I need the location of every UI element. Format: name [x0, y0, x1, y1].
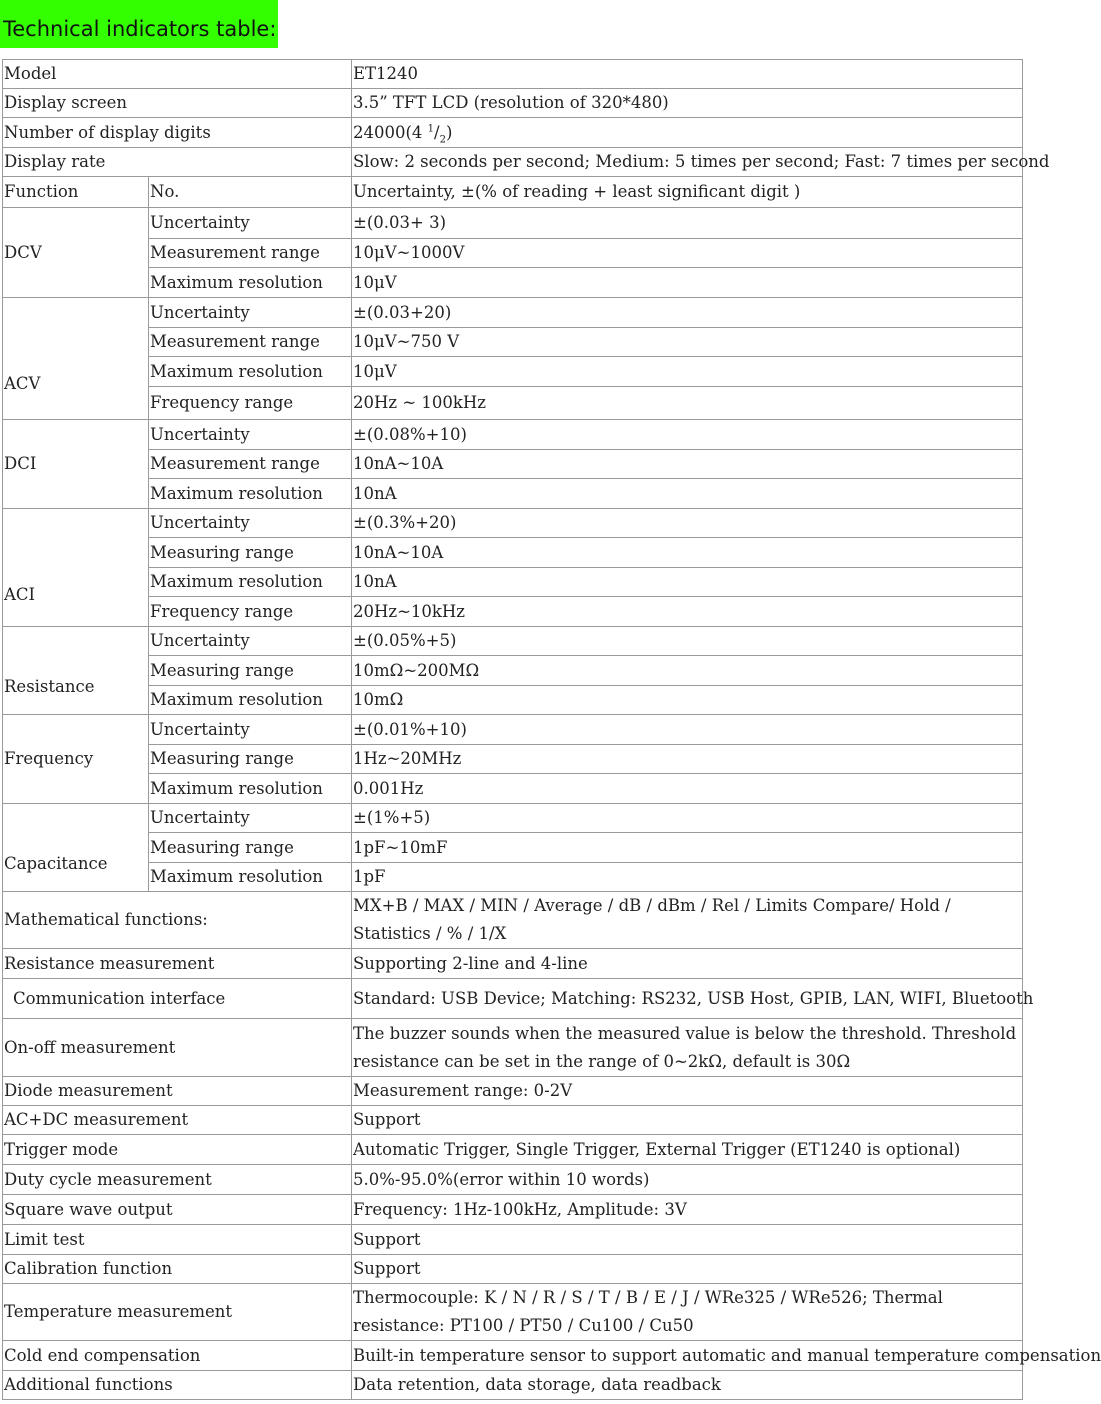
param-label: Maximum resolution	[149, 774, 352, 804]
row-label: Limit test	[3, 1225, 352, 1255]
table-row	[3, 627, 1023, 656]
param-label: Uncertainty	[149, 804, 352, 833]
param-value: 10nA~10A	[352, 538, 1023, 568]
table-row	[3, 949, 1023, 979]
row-label: Model	[3, 60, 352, 89]
row-label: Communication interface	[3, 979, 352, 1019]
table-row	[3, 892, 1023, 949]
param-label: Maximum resolution	[149, 863, 352, 892]
table-row	[3, 568, 1023, 597]
param-value: 1pF	[352, 863, 1023, 892]
param-label: Uncertainty	[149, 208, 352, 239]
table-row	[3, 387, 1023, 420]
row-value: MX+B / MAX / MIN / Average / dB / dBm / Rel / Limits Compare/ Hold / Statistics / % / 1/X	[352, 892, 1023, 949]
param-label: Frequency range	[149, 597, 352, 627]
row-value: 3.5” TFT LCD (resolution of 320*480)	[352, 89, 1023, 118]
digits-fraction-slash: /	[434, 122, 440, 142]
table-row	[3, 1284, 1023, 1341]
row-label: Diode measurement	[3, 1077, 352, 1106]
number-header: No.	[149, 177, 352, 208]
function-header: Function	[3, 177, 149, 208]
spec-table	[2, 59, 1101, 1400]
param-label: Uncertainty	[149, 298, 352, 328]
param-label: Measurement range	[149, 450, 352, 479]
row-label: Additional functions	[3, 1371, 352, 1400]
table-row	[3, 745, 1023, 774]
row-value: Slow: 2 seconds per second; Medium: 5 times per second; Fast: 7 times per second	[352, 148, 1023, 177]
param-label: Maximum resolution	[149, 568, 352, 597]
table-row	[3, 357, 1023, 387]
param-value: ±(0.3%+20)	[352, 509, 1023, 538]
table-row	[3, 1371, 1023, 1400]
row-label: Cold end compensation	[3, 1341, 352, 1371]
table-row	[3, 148, 1023, 177]
table-row	[3, 538, 1023, 568]
table-row	[3, 450, 1023, 479]
param-label: Uncertainty	[149, 420, 352, 450]
row-value: Measurement range: 0-2V	[352, 1077, 1023, 1106]
param-label: Measuring range	[149, 833, 352, 863]
row-label: Trigger mode	[3, 1135, 352, 1165]
table-row	[3, 328, 1023, 357]
row-label: Display rate	[3, 148, 352, 177]
group-name: Resistance	[3, 627, 149, 715]
digits-main: 24000(4	[353, 122, 428, 142]
param-label: Measuring range	[149, 538, 352, 568]
param-value: 10nA~10A	[352, 450, 1023, 479]
table-row	[3, 979, 1023, 1019]
param-value: 1Hz~20MHz	[352, 745, 1023, 774]
table-row	[3, 298, 1023, 328]
row-value: Support	[352, 1106, 1023, 1135]
table-row	[3, 686, 1023, 715]
param-value: 0.001Hz	[352, 774, 1023, 804]
table-row	[3, 774, 1023, 804]
param-value: 20Hz ~ 100kHz	[352, 387, 1023, 420]
digits-fraction-denominator: 2	[439, 133, 446, 145]
param-label: Measuring range	[149, 656, 352, 686]
table-row	[3, 1255, 1023, 1284]
param-value: ±(0.01%+10)	[352, 715, 1023, 745]
row-value: The buzzer sounds when the measured value is below the threshold. Threshold resistance can be set in the range of 0~2kΩ, default is 30Ω	[352, 1019, 1023, 1077]
row-value	[352, 118, 1023, 148]
table-row	[3, 1019, 1023, 1077]
param-label: Maximum resolution	[149, 357, 352, 387]
row-value: Built-in temperature sensor to support automatic and manual temperature compensation	[352, 1341, 1023, 1371]
group-name: ACI	[3, 509, 149, 627]
param-label: Maximum resolution	[149, 479, 352, 509]
param-value: ±(0.03+ 3)	[352, 208, 1023, 239]
row-label: AC+DC measurement	[3, 1106, 352, 1135]
table-row	[3, 863, 1023, 892]
row-label: Mathematical functions:	[3, 892, 352, 949]
table-row	[3, 268, 1023, 298]
group-name: ACV	[3, 298, 149, 420]
param-value: 10μV	[352, 268, 1023, 298]
param-label: Uncertainty	[149, 715, 352, 745]
param-value: 10μV	[352, 357, 1023, 387]
param-label: Uncertainty	[149, 509, 352, 538]
param-label: Maximum resolution	[149, 686, 352, 715]
row-value: Support	[352, 1255, 1023, 1284]
digits-fraction-numerator: 1	[427, 123, 435, 134]
table-row	[3, 597, 1023, 627]
table-row	[3, 1341, 1023, 1371]
group-name: DCI	[3, 420, 149, 509]
param-label: Uncertainty	[149, 627, 352, 656]
param-value: 20Hz~10kHz	[352, 597, 1023, 627]
table-row	[3, 208, 1023, 239]
param-value: 1pF~10mF	[352, 833, 1023, 863]
row-value: ET1240	[352, 60, 1023, 89]
digits-close: )	[445, 122, 453, 142]
param-value: ±(0.08%+10)	[352, 420, 1023, 450]
param-label: Measurement range	[149, 239, 352, 268]
table-row	[3, 1225, 1023, 1255]
row-label: Resistance measurement	[3, 949, 352, 979]
table-row	[3, 420, 1023, 450]
row-value: 5.0%-95.0%(error within 10 words)	[352, 1165, 1023, 1195]
group-name: DCV	[3, 208, 149, 298]
table-row	[3, 1135, 1023, 1165]
param-value: 10nA	[352, 479, 1023, 509]
table-row	[3, 479, 1023, 509]
row-value: Automatic Trigger, Single Trigger, External Trigger (ET1240 is optional)	[352, 1135, 1023, 1165]
param-value: 10mΩ	[352, 686, 1023, 715]
table-row	[3, 89, 1023, 118]
table-row	[3, 656, 1023, 686]
table-row	[3, 60, 1023, 89]
param-label: Measuring range	[149, 745, 352, 774]
param-label: Maximum resolution	[149, 268, 352, 298]
param-value: ±(1%+5)	[352, 804, 1023, 833]
row-value: Frequency: 1Hz-100kHz, Amplitude: 3V	[352, 1195, 1023, 1225]
table-row	[3, 833, 1023, 863]
row-label: Square wave output	[3, 1195, 352, 1225]
row-value: Supporting 2-line and 4-line	[352, 949, 1023, 979]
table-row	[3, 1077, 1023, 1106]
row-label: Number of display digits	[3, 118, 352, 148]
function-header-row	[3, 177, 1023, 208]
row-value: Thermocouple: K / N / R / S / T / B / E / J / WRe325 / WRe526; Thermal resistance: PT100 / PT50 / Cu100 / Cu50	[352, 1284, 1023, 1341]
row-value: Support	[352, 1225, 1023, 1255]
table-row	[3, 118, 1023, 148]
row-value: Data retention, data storage, data readback	[352, 1371, 1023, 1400]
table-row	[3, 1106, 1023, 1135]
param-label: Measurement range	[149, 328, 352, 357]
param-value: 10μV~750 V	[352, 328, 1023, 357]
row-label: Display screen	[3, 89, 352, 118]
uncertainty-header: Uncertainty, ±(% of reading + least significant digit )	[352, 177, 1023, 208]
group-name: Capacitance	[3, 804, 149, 892]
param-value: ±(0.05%+5)	[352, 627, 1023, 656]
group-name: Frequency	[3, 715, 149, 804]
row-label: Duty cycle measurement	[3, 1165, 352, 1195]
row-label: On-off measurement	[3, 1019, 352, 1077]
table-row	[3, 1195, 1023, 1225]
table-row	[3, 509, 1023, 538]
param-value: 10nA	[352, 568, 1023, 597]
table-row	[3, 715, 1023, 745]
param-label: Frequency range	[149, 387, 352, 420]
table-row	[3, 804, 1023, 833]
row-label: Calibration function	[3, 1255, 352, 1284]
row-label: Temperature measurement	[3, 1284, 352, 1341]
param-value: ±(0.03+20)	[352, 298, 1023, 328]
table-title: Technical indicators table:	[0, 0, 278, 48]
table-row	[3, 1165, 1023, 1195]
table-row	[3, 239, 1023, 268]
param-value: 10mΩ~200MΩ	[352, 656, 1023, 686]
param-value: 10μV~1000V	[352, 239, 1023, 268]
row-value: Standard: USB Device; Matching: RS232, USB Host, GPIB, LAN, WIFI, Bluetooth	[352, 979, 1023, 1019]
